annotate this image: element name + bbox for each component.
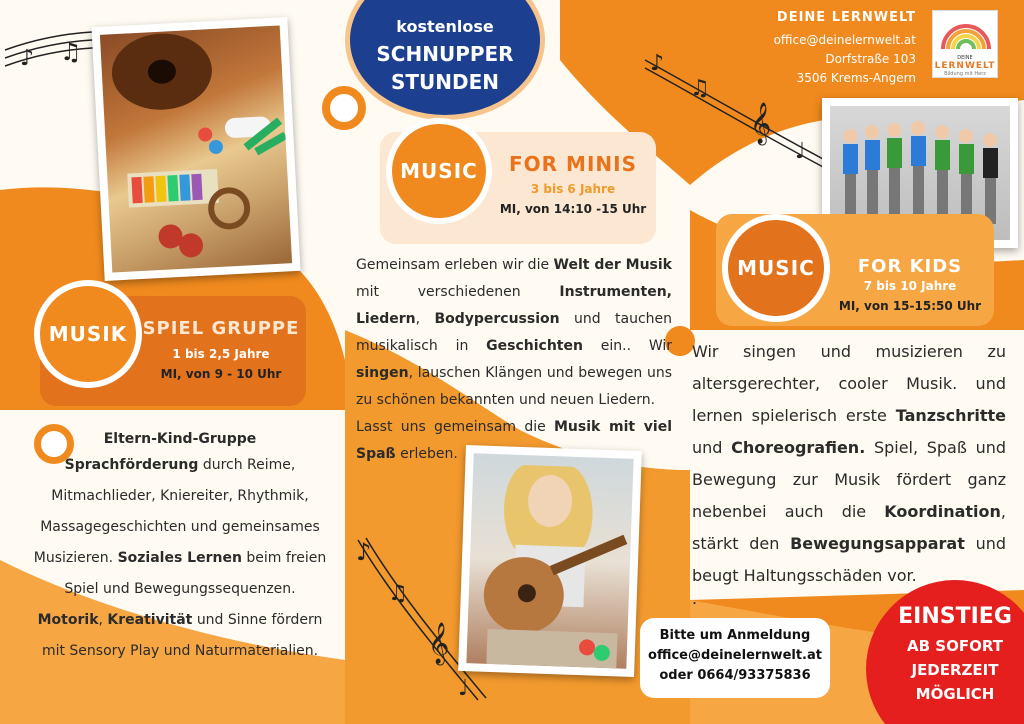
svg-text:♪: ♪ xyxy=(650,51,665,76)
minis-age: 3 bis 6 Jahre xyxy=(530,182,616,196)
spiel-time: MI, von 9 - 10 Uhr xyxy=(160,367,282,381)
svg-text:♪: ♪ xyxy=(356,538,372,566)
kids-age: 7 bis 10 Jahre xyxy=(863,279,957,293)
spiel-text-part: und Sinne fördern mit Sensory Play und Naturmaterialien. xyxy=(41,612,323,659)
kids-description xyxy=(692,336,1006,606)
minis-text-bold: Musik mit viel Spaß xyxy=(356,419,673,462)
register-phone[interactable]: oder 0664/93375836 xyxy=(659,668,811,683)
minis-text-part: mit verschiedenen xyxy=(356,284,521,300)
spiel-text-bold: Sprachförderung xyxy=(64,457,199,473)
logo-line2: LERNWELT xyxy=(934,61,996,71)
kids-music-label: MUSIC xyxy=(737,256,815,280)
svg-text:𝄞: 𝄞 xyxy=(428,623,450,664)
minis-text-bold: Welt der Musik xyxy=(553,257,672,273)
kids-text-part: und beugt Haltungsschäden vor. xyxy=(692,534,1006,585)
svg-text:♩: ♩ xyxy=(795,139,806,164)
spiel-text-part: beim freien Spiel und Bewegungssequenzen. xyxy=(64,550,327,597)
einstieg-line3: JEDERZEIT xyxy=(911,661,999,679)
einstieg-line4: MÖGLICH xyxy=(915,685,995,703)
spiel-text-bold: Motorik xyxy=(37,612,99,628)
bubble-line3: STUNDEN xyxy=(390,69,500,94)
spiel-heading: Eltern-Kind-Gruppe xyxy=(103,431,257,447)
minis-text-part: , lauschen Klängen und bewegen uns zu schönen bekannten und neuen Liedern. xyxy=(356,365,672,408)
rainbow-logo-icon xyxy=(933,11,999,51)
minis-text-part: ein.. Wir xyxy=(600,338,672,354)
spiel-info xyxy=(136,318,306,381)
guitar-photo xyxy=(458,445,642,677)
einstieg-line2: AB SOFORT xyxy=(907,637,1003,655)
kids-text-part: Wir singen und musizieren zu altersgerechter, cooler Musik. und lernen spielerisch erste xyxy=(692,342,1006,425)
minis-time: MI, von 14:10 -15 Uhr xyxy=(499,202,647,216)
spiel-text-part: , xyxy=(98,612,103,628)
svg-text:♪: ♪ xyxy=(20,46,35,71)
register-box xyxy=(640,618,830,698)
kids-text-bold: Bewegungsapparat xyxy=(790,534,965,553)
kids-text-bold: Koordination xyxy=(884,502,1001,521)
svg-text:♫: ♫ xyxy=(388,581,408,606)
spiel-text-bold: Kreativität xyxy=(107,612,193,628)
svg-text:𝄞: 𝄞 xyxy=(750,103,772,144)
kids-info xyxy=(830,256,990,313)
minis-text-bold: Bodypercussion xyxy=(434,311,560,327)
minis-title: FOR MINIS xyxy=(509,152,637,176)
register-line1: Bitte um Anmeldung xyxy=(659,628,811,643)
kids-time: MI, von 15-15:50 Uhr xyxy=(838,299,982,313)
minis-text-part: , xyxy=(415,311,421,327)
kids-text-part: Spiel, Spaß und Bewegung zur Musik fördert ganz nebenbei auch die xyxy=(692,438,1006,521)
minis-music-label: MUSIC xyxy=(400,159,478,183)
minis-music-badge xyxy=(386,118,492,224)
decor-ring-top xyxy=(322,86,366,130)
logo-line1: DEINE xyxy=(957,55,973,61)
spiel-text-bold: Soziales Lernen xyxy=(117,550,242,566)
einstieg-title: EINSTIEG xyxy=(898,604,1012,629)
bubble-line1: kostenlose xyxy=(396,16,494,36)
kids-title: FOR KIDS xyxy=(857,256,963,277)
instruments-image-icon xyxy=(100,25,292,272)
kids-text-part: , stärkt den xyxy=(692,502,1006,553)
instruments-photo xyxy=(91,17,300,281)
register-email[interactable]: office@deinelernwelt.at xyxy=(648,648,822,663)
minis-text-part: erleben. xyxy=(400,446,458,462)
kids-text-bold: Choreografien. xyxy=(731,438,866,457)
kids-music-badge xyxy=(722,214,830,322)
contact-city: 3506 Krems-Angern xyxy=(796,71,916,85)
kids-text-bold: Tanzschritte xyxy=(895,406,1006,425)
contact-street: Dorfstraße 103 xyxy=(825,52,916,66)
minis-text-part: Gemeinsam erleben wir die xyxy=(356,257,550,273)
spiel-age: 1 bis 2,5 Jahre xyxy=(172,347,270,361)
kids-text-part: und xyxy=(692,438,723,457)
bubble-line2: SCHNUPPER xyxy=(376,41,514,66)
svg-text:♫: ♫ xyxy=(690,76,710,101)
minis-info xyxy=(498,152,648,216)
logo-tagline: Bildung mit Herz xyxy=(944,71,986,77)
minis-description xyxy=(356,252,672,468)
brand-name: DEINE LERNWELT xyxy=(776,10,916,25)
minis-text-part: Lasst uns gemeinsam die xyxy=(356,419,546,435)
svg-text:♫: ♫ xyxy=(60,38,82,66)
contact-email[interactable]: office@deinelernwelt.at xyxy=(773,33,916,47)
guitar-image-icon xyxy=(466,453,633,668)
minis-text-bold: singen xyxy=(356,365,409,381)
kids-text-dot: . xyxy=(692,589,698,608)
spiel-music-label: MUSIK xyxy=(48,322,128,346)
minis-text-bold: Geschichten xyxy=(486,338,583,354)
minis-text-part: und tauchen musikalisch in xyxy=(356,311,672,354)
contact-block xyxy=(774,10,916,85)
spiel-text-part: durch Reime, Mitmachlieder, Kniereiter, Rhythmik, Massagegeschichten und gemeinsames Musizieren. xyxy=(33,457,320,566)
spiel-title: SPIEL GRUPPE xyxy=(142,318,300,339)
spiel-description xyxy=(30,428,330,667)
logo xyxy=(932,10,998,78)
minis-text-bold: Instrumenten, Liedern xyxy=(356,284,672,327)
spiel-music-badge xyxy=(34,280,142,388)
svg-text:♩: ♩ xyxy=(458,676,469,701)
